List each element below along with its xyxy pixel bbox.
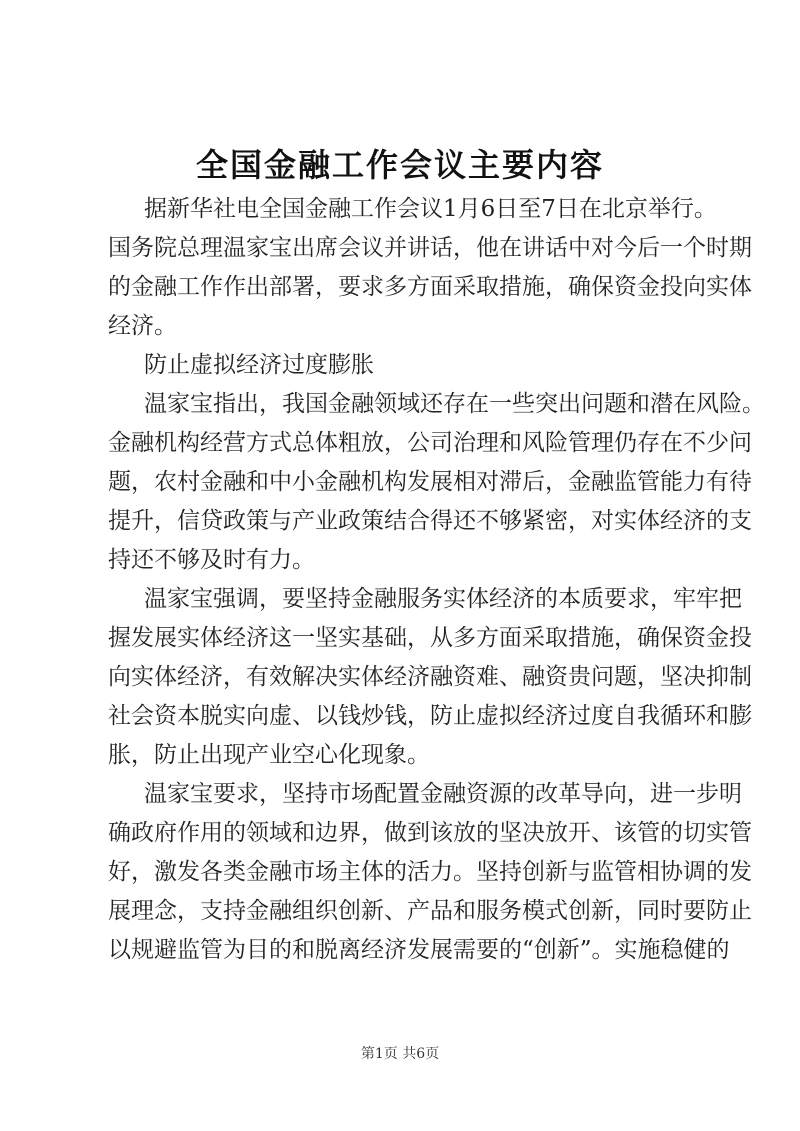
text-line: 社会资本脱实向虚、以钱炒钱，防止虚拟经济过度自我循环和膨: [108, 703, 752, 729]
text-line: 以规避监管为目的和脱离经济发展需要的“创新”。实施稳健的: [108, 937, 730, 963]
paragraph: [108, 580, 752, 775]
text-line: 确政府作用的领域和边界，做到该放的坚决放开、该管的切实管: [108, 820, 752, 846]
text-line: 握发展实体经济这一坚实基础，从多方面采取措施，确保资金投: [108, 625, 752, 651]
text-line: 温家宝强调，要坚持金融服务实体经济的本质要求，牢牢把: [144, 586, 742, 612]
text-line: 胀，防止出现产业空心化现象。: [108, 742, 430, 768]
text-line: 温家宝指出，我国金融领域还存在一些突出问题和潜在风险。: [144, 391, 765, 417]
document-title: 全国金融工作会议主要内容: [195, 146, 604, 184]
text-line: 向实体经济，有效解决实体经济融资难、融资贵问题，坚决抑制: [108, 664, 752, 690]
paragraph: [108, 385, 765, 580]
document-body: [108, 190, 765, 970]
text-line: 温家宝要求，坚持市场配置金融资源的改革导向，进一步明: [144, 781, 742, 807]
text-line: 国务院总理温家宝出席会议并讲话，他在讲话中对今后一个时期: [108, 235, 752, 261]
page-number-footer: 第1页 共6页: [360, 1046, 440, 1062]
text-line: 持还不够及时有力。: [108, 547, 315, 573]
text-line: 好，激发各类金融市场主体的活力。坚持创新与监管相协调的发: [108, 859, 752, 885]
paragraph: [108, 190, 752, 346]
text-line: 经济。: [108, 313, 177, 339]
text-line: 据新华社电全国金融工作会议1月6日至7日在北京举行。: [144, 196, 717, 222]
paragraph: [108, 775, 752, 970]
text-line: 防止虚拟经济过度膨胀: [144, 352, 374, 378]
paragraph: [108, 346, 708, 385]
text-line: 提升，信贷政策与产业政策结合得还不够紧密，对实体经济的支: [108, 508, 752, 534]
text-line: 展理念，支持金融组织创新、产品和服务模式创新，同时要防止: [108, 898, 752, 924]
text-line: 题，农村金融和中小金融机构发展相对滞后，金融监管能力有待: [108, 469, 752, 495]
text-line: 的金融工作作出部署，要求多方面采取措施，确保资金投向实体: [108, 274, 752, 300]
text-line: 金融机构经营方式总体粗放，公司治理和风险管理仍存在不少问: [108, 430, 752, 456]
